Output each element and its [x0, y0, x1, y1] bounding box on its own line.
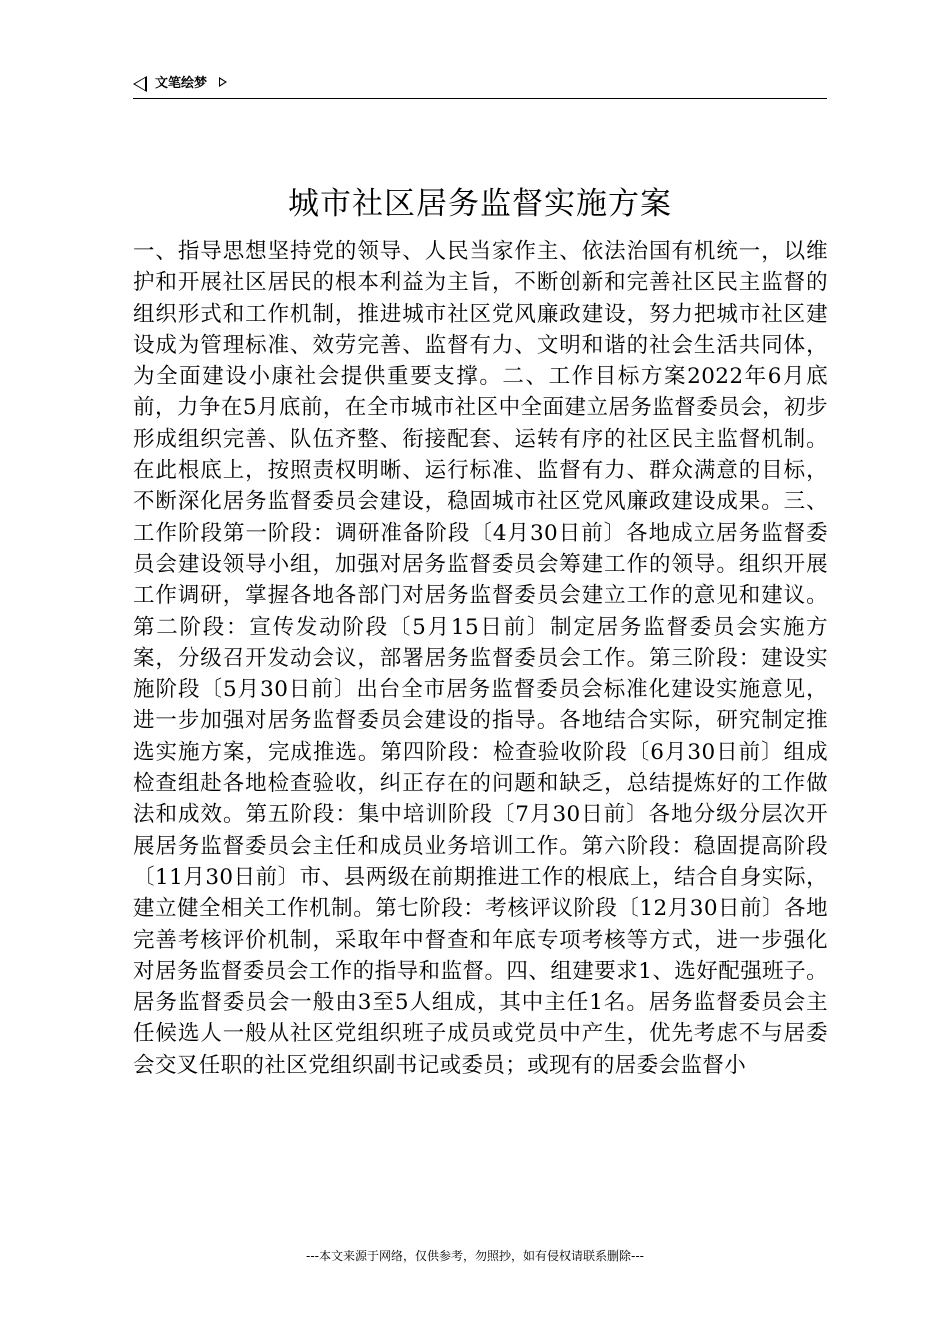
footer-disclaimer: ---本文来源于网络，仅供参考，勿照抄，如有侵权请联系删除--- [306, 1249, 644, 1263]
triangle-right-icon [219, 77, 227, 87]
triangle-left-icon [133, 76, 147, 92]
document-body: 一、指导思想坚持党的领导、人民当家作主、依法治国有机统一，以维护和开展社区居民的根本利益为主旨，不断创新和完善社区民主监督的组织形式和工作机制，推进城市社区党风廉政建设，努力把城市社区建设成为管理标准、效劳完善、监督有力、文明和谐的社会生活共同体，为全面建设小康社会提供重要支撑。二、工作目标方案2022年6月底前，力争在5月底前，在全市城市社区中全面建立居务监督委员会，初步形成组织完善、队伍齐整、衔接配套、运转有序的社区民主监督机制。在此根底上，按照责权明晰、运行标准、监督有力、群众满意的目标，不断深化居务监督委员会建设，稳固城市社区党风廉政建设成果。三、工作阶段第一阶段：调研准备阶段〔4月30日前〕各地成立居务监督委员会建设领导小组，加强对居务监督委员会筹建工作的领导。组织开展工作调研，掌握各地各部门对居务监督委员会建立工作的意见和建议。第二阶段：宣传发动阶段〔5月15日前〕制定居务监督委员会实施方案，分级召开发动会议，部署居务监督委员会工作。第三阶段：建设实施阶段〔5月30日前〕出台全市居务监督委员会标准化建设实施意见，进一步加强对居务监督委员会建设的指导。各地结合实际，研究制定推选实施方案，完成推选。第四阶段：检查验收阶段〔6月30日前〕组成检查组赴各地检查验收，纠正存在的问题和缺乏，总结提炼好的工作做法和成效。第五阶段：集中培训阶段〔7月30日前〕各地分级分层次开展居务监督委员会主任和成员业务培训工作。第六阶段：稳固提高阶段〔11月30日前〕市、县两级在前期推进工作的根底上，结合自身实际，建立健全相关工作机制。第七阶段：考核评议阶段〔12月30日前〕各地完善考核评价机制，采取年中督查和年底专项考核等方式，进一步强化对居务监督委员会工作的指导和监督。四、组建要求1、选好配强班子。居务监督委员会一般由3至5人组成，其中主任1名。居务监督委员会主任候选人一般从社区党组织班子成员或党员中产生，优先考虑不与居委会交叉任职的社区党组织副书记或委员；或现有的居委会监督小 [133, 239, 828, 1078]
brand-label: 文笔绘梦 [155, 76, 208, 91]
page-header [133, 74, 827, 99]
document-title: 城市社区居务监督实施方案 [288, 186, 672, 222]
